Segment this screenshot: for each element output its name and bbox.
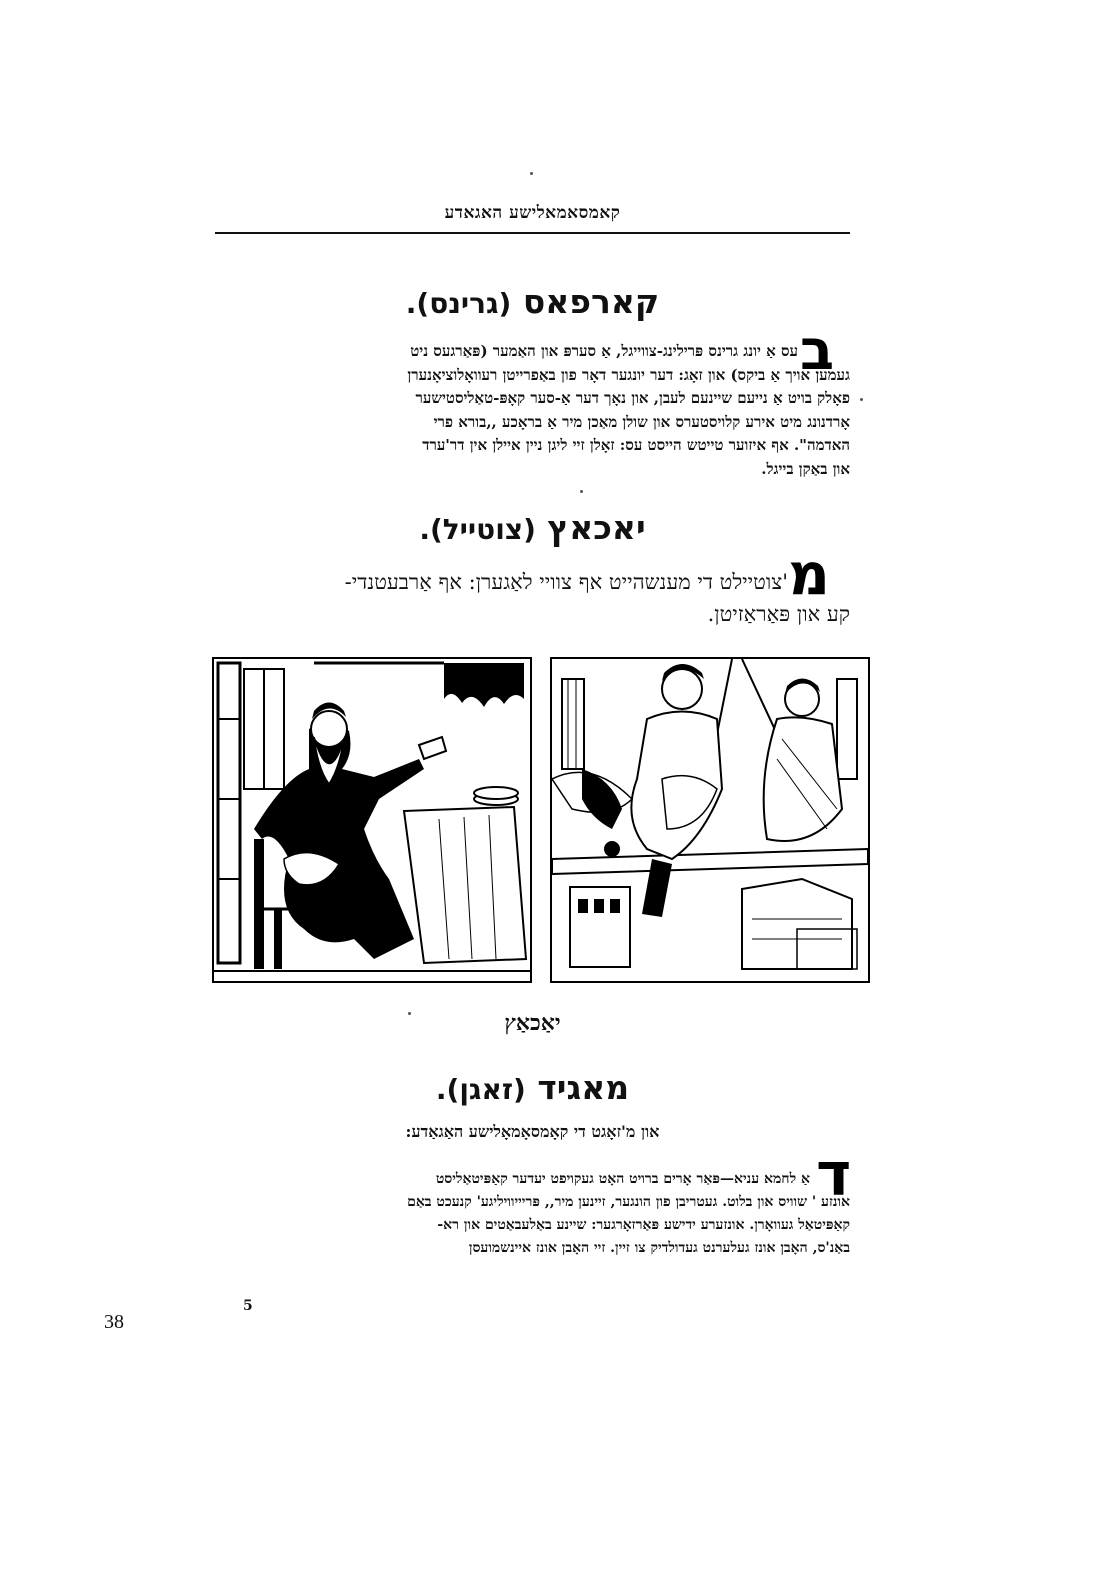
section-title-maggid	[215, 1068, 850, 1107]
signature-mark: 5	[243, 1298, 253, 1314]
paragraph-line: אָרדנונג מיט אירע קלויסטערס און שולן מאַכן מיר אַ בראָכע ,,בורא פרי	[433, 412, 850, 431]
paragraph-line: אַ לחמא עניא—פּאַר אָרים ברויט האָט געקויפט יעדער קאַפּיטאַליסט	[435, 1171, 810, 1187]
paragraph-yachats	[215, 566, 850, 630]
rabbi-drawing	[214, 659, 530, 981]
paragraph-line: קע און פּאַראַזיטן.	[707, 602, 850, 626]
title-karpas: קארפאס	[522, 282, 660, 321]
paragraph-line: 'צוטיילט די מענשהייט אף צוויי לאַגערן: אף אַרבעטנדי-	[344, 570, 788, 594]
title-maggid-paren: (זאגן).	[435, 1073, 526, 1106]
paragraph-line: האדמה". אף איזוער טייטש הייסט עס: זאָלן זיי ליגן ניין איילן אין דר'ערד	[422, 436, 850, 454]
paragraph-line: געמען אויך אַ ביקס) און זאָג: דער יונגער דאָר פון באַפרייטן רעוואָלוציאָנערן	[407, 365, 850, 384]
dropcap-karpas: ב	[800, 318, 835, 383]
maggid-intro: און מ'זאָגט די קאָמסאָמאָלישע האַגאַדע:	[405, 1122, 660, 1141]
title-yachats: יאכאץ	[547, 508, 646, 547]
title-karpas-paren: (גרינס).	[405, 287, 512, 320]
scan-speck	[860, 398, 863, 401]
title-maggid: מאגיד	[537, 1068, 630, 1107]
paragraph-line: באַנ'ס, האָבן אונז געלערנט געדולדיק צו זיין. זיי האָבן אונז איינשמועסן	[468, 1240, 850, 1256]
scan-speck	[580, 490, 583, 493]
paragraph-karpas	[215, 340, 850, 481]
paragraph-line: קאַפּיטאַל געוואָרן. אונזערע ידישע פּאַרזאָרגער: שיינע באַלעבאַטים און רא-	[437, 1217, 850, 1233]
dropcap-maggid: ד	[816, 1140, 852, 1210]
paragraph-line: עס אַ יונג גרינס פּרילינג-צווייגל, אַ סערפּ און האַמער (פּאַרגעס ניט	[410, 342, 798, 360]
paragraph-line: פאָלק בויט אַ נייעם שיינעם לעבן, און נאָך דער אַ-סער קאָפּ-טאַליסטישער	[415, 389, 850, 407]
workers-drawing	[552, 659, 868, 981]
paragraph-maggid	[215, 1168, 850, 1260]
dropcap-yachats: מ	[788, 540, 830, 608]
title-yachats-paren: (צוטייל).	[419, 513, 536, 546]
section-title-yachats	[215, 508, 850, 547]
page-number: 38	[104, 1311, 124, 1333]
paragraph-line: און באַקן בייגל.	[761, 459, 850, 478]
illustration-caption: יאַכאַץ	[504, 1010, 561, 1036]
header-rule	[215, 232, 850, 234]
paragraph-line: אונזע ' שוויס און בלוט. געטריבן פון הונגער, זיינען מיר,, פּריייוויליגע' קנעכט באַם	[407, 1194, 850, 1210]
scan-speck	[408, 1012, 411, 1015]
section-title-karpas	[215, 282, 850, 321]
running-head: קאמסאמאלישע האגאדע	[444, 203, 621, 223]
scan-speck	[530, 172, 533, 175]
illustration-rabbi	[212, 657, 532, 983]
illustration-workers	[550, 657, 870, 983]
